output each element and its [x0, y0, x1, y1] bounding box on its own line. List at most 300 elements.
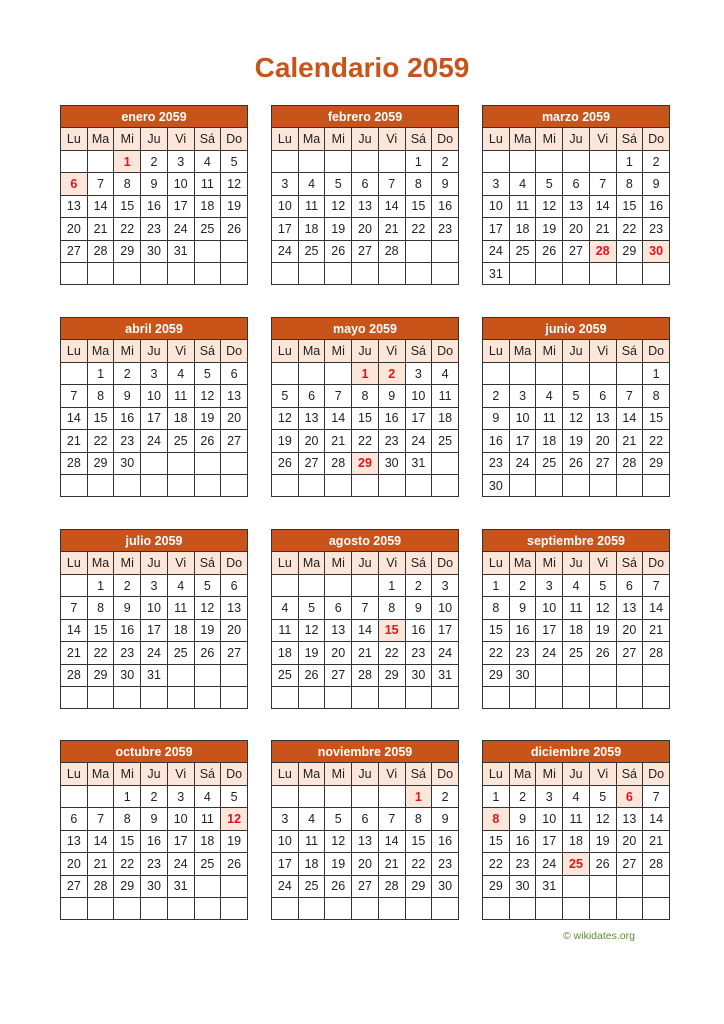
day-cell: 4	[432, 363, 459, 385]
day-cell: 15	[405, 830, 432, 852]
day-cell: 18	[194, 195, 221, 217]
day-cell: 23	[643, 218, 670, 240]
empty-day-cell	[325, 363, 352, 385]
day-cell: 20	[352, 218, 379, 240]
empty-day-cell	[352, 151, 379, 173]
weekday-header: Do	[432, 128, 459, 151]
empty-day-cell	[167, 686, 194, 708]
month-calendar	[482, 529, 670, 709]
empty-day-cell	[325, 262, 352, 284]
empty-day-cell	[167, 664, 194, 686]
day-cell: 24	[167, 853, 194, 875]
day-cell: 10	[432, 597, 459, 619]
empty-day-cell	[643, 875, 670, 897]
day-cell: 27	[352, 875, 379, 897]
day-cell: 19	[536, 218, 563, 240]
empty-day-cell	[87, 151, 114, 173]
empty-day-cell	[536, 686, 563, 708]
day-cell: 2	[405, 575, 432, 597]
day-cell: 17	[536, 619, 563, 641]
weekday-header: Lu	[483, 128, 510, 151]
day-cell: 17	[272, 218, 299, 240]
empty-day-cell	[616, 474, 643, 496]
empty-day-cell	[378, 897, 405, 919]
day-cell: 26	[298, 664, 325, 686]
day-cell: 11	[298, 830, 325, 852]
weekday-header: Ma	[87, 340, 114, 363]
weekday-header: Lu	[61, 128, 88, 151]
month-calendar	[271, 740, 459, 920]
day-cell: 8	[87, 597, 114, 619]
day-cell: 5	[563, 385, 590, 407]
empty-day-cell	[61, 262, 88, 284]
weekday-header: Vi	[167, 763, 194, 786]
day-cell: 17	[432, 619, 459, 641]
empty-day-cell	[325, 897, 352, 919]
weekday-header: Ju	[563, 763, 590, 786]
day-cell: 7	[616, 385, 643, 407]
day-cell: 23	[141, 853, 168, 875]
day-cell: 8	[114, 173, 141, 195]
empty-day-cell	[643, 686, 670, 708]
day-cell: 14	[325, 407, 352, 429]
day-cell: 27	[221, 430, 248, 452]
day-cell: 8	[114, 808, 141, 830]
day-cell: 6	[298, 385, 325, 407]
empty-day-cell	[221, 262, 248, 284]
day-cell: 21	[61, 642, 88, 664]
day-cell: 30	[114, 452, 141, 474]
day-cell: 13	[589, 407, 616, 429]
day-cell: 7	[643, 575, 670, 597]
day-cell: 17	[483, 218, 510, 240]
weekday-header: Do	[221, 128, 248, 151]
empty-day-cell	[325, 474, 352, 496]
weekday-header: Sá	[405, 340, 432, 363]
empty-day-cell	[272, 262, 299, 284]
weekday-header: Mi	[536, 552, 563, 575]
weekday-header: Vi	[589, 128, 616, 151]
day-cell: 7	[352, 597, 379, 619]
day-cell: 8	[483, 597, 510, 619]
empty-day-cell	[272, 575, 299, 597]
empty-day-cell	[432, 897, 459, 919]
holiday-day-cell: 15	[378, 619, 405, 641]
day-cell: 6	[352, 808, 379, 830]
day-cell: 31	[483, 262, 510, 284]
empty-day-cell	[194, 686, 221, 708]
month-name: noviembre 2059	[272, 741, 459, 763]
empty-day-cell	[298, 474, 325, 496]
day-cell: 4	[298, 808, 325, 830]
day-cell: 30	[141, 240, 168, 262]
day-cell: 26	[221, 218, 248, 240]
empty-day-cell	[589, 897, 616, 919]
weekday-header: Do	[221, 552, 248, 575]
weekday-header: Mi	[325, 552, 352, 575]
day-cell: 16	[405, 619, 432, 641]
empty-day-cell	[272, 474, 299, 496]
day-cell: 23	[509, 853, 536, 875]
day-cell: 3	[141, 363, 168, 385]
holiday-day-cell: 25	[563, 853, 590, 875]
empty-day-cell	[114, 686, 141, 708]
empty-day-cell	[87, 786, 114, 808]
day-cell: 13	[61, 830, 88, 852]
empty-day-cell	[272, 897, 299, 919]
day-cell: 6	[616, 575, 643, 597]
weekday-header: Ju	[563, 128, 590, 151]
empty-day-cell	[61, 151, 88, 173]
empty-day-cell	[643, 474, 670, 496]
day-cell: 19	[272, 430, 299, 452]
empty-day-cell	[194, 664, 221, 686]
day-cell: 12	[194, 597, 221, 619]
empty-day-cell	[298, 575, 325, 597]
day-cell: 8	[643, 385, 670, 407]
empty-day-cell	[432, 240, 459, 262]
weekday-header: Sá	[616, 763, 643, 786]
empty-day-cell	[589, 875, 616, 897]
day-cell: 13	[325, 619, 352, 641]
day-cell: 30	[432, 875, 459, 897]
weekday-header: Vi	[589, 340, 616, 363]
day-cell: 23	[432, 218, 459, 240]
day-cell: 9	[405, 597, 432, 619]
day-cell: 30	[405, 664, 432, 686]
weekday-header: Mi	[114, 763, 141, 786]
month-calendar	[271, 529, 459, 709]
day-cell: 6	[221, 363, 248, 385]
day-cell: 26	[221, 853, 248, 875]
day-cell: 19	[325, 853, 352, 875]
day-cell: 21	[378, 853, 405, 875]
day-cell: 12	[325, 830, 352, 852]
day-cell: 13	[563, 195, 590, 217]
day-cell: 27	[616, 642, 643, 664]
empty-day-cell	[272, 151, 299, 173]
day-cell: 21	[352, 642, 379, 664]
weekday-header: Mi	[325, 128, 352, 151]
day-cell: 9	[509, 808, 536, 830]
day-cell: 24	[141, 430, 168, 452]
day-cell: 20	[589, 430, 616, 452]
weekday-header: Ju	[352, 128, 379, 151]
day-cell: 1	[87, 575, 114, 597]
day-cell: 16	[432, 830, 459, 852]
day-cell: 24	[432, 642, 459, 664]
empty-day-cell	[87, 262, 114, 284]
empty-day-cell	[563, 686, 590, 708]
day-cell: 28	[61, 664, 88, 686]
empty-day-cell	[221, 875, 248, 897]
day-cell: 9	[114, 385, 141, 407]
empty-day-cell	[378, 786, 405, 808]
day-cell: 14	[643, 597, 670, 619]
weekday-header: Ma	[509, 763, 536, 786]
empty-day-cell	[298, 262, 325, 284]
day-cell: 19	[298, 642, 325, 664]
weekday-header: Vi	[167, 128, 194, 151]
day-cell: 28	[616, 452, 643, 474]
day-cell: 7	[378, 808, 405, 830]
day-cell: 16	[432, 195, 459, 217]
empty-day-cell	[432, 262, 459, 284]
day-cell: 29	[378, 664, 405, 686]
day-cell: 11	[432, 385, 459, 407]
day-cell: 4	[194, 786, 221, 808]
day-cell: 4	[563, 575, 590, 597]
holiday-day-cell: 1	[352, 363, 379, 385]
day-cell: 27	[298, 452, 325, 474]
weekday-header: Vi	[378, 128, 405, 151]
day-cell: 3	[272, 808, 299, 830]
day-cell: 17	[509, 430, 536, 452]
day-cell: 30	[483, 474, 510, 496]
weekday-header: Sá	[405, 552, 432, 575]
weekday-header: Do	[221, 763, 248, 786]
empty-day-cell	[563, 664, 590, 686]
day-cell: 24	[272, 875, 299, 897]
empty-day-cell	[378, 686, 405, 708]
day-cell: 21	[589, 218, 616, 240]
empty-day-cell	[221, 897, 248, 919]
month-calendar	[60, 105, 248, 285]
day-cell: 16	[643, 195, 670, 217]
day-cell: 9	[509, 597, 536, 619]
weekday-header: Ju	[352, 552, 379, 575]
empty-day-cell	[589, 686, 616, 708]
day-cell: 20	[298, 430, 325, 452]
day-cell: 11	[194, 173, 221, 195]
empty-day-cell	[87, 686, 114, 708]
empty-day-cell	[378, 151, 405, 173]
empty-day-cell	[616, 664, 643, 686]
weekday-header: Ma	[87, 763, 114, 786]
empty-day-cell	[298, 151, 325, 173]
day-cell: 10	[405, 385, 432, 407]
weekday-header: Ju	[352, 340, 379, 363]
day-cell: 18	[167, 619, 194, 641]
weekday-header: Lu	[272, 552, 299, 575]
holiday-day-cell: 30	[643, 240, 670, 262]
weekday-header: Do	[643, 552, 670, 575]
month-calendar	[60, 529, 248, 709]
day-cell: 25	[298, 240, 325, 262]
day-cell: 11	[298, 195, 325, 217]
weekday-header: Ma	[87, 128, 114, 151]
day-cell: 19	[194, 619, 221, 641]
day-cell: 28	[643, 853, 670, 875]
weekday-header: Lu	[61, 763, 88, 786]
weekday-header: Vi	[589, 552, 616, 575]
empty-day-cell	[114, 262, 141, 284]
day-cell: 15	[483, 619, 510, 641]
day-cell: 13	[221, 597, 248, 619]
day-cell: 13	[352, 830, 379, 852]
month-name: diciembre 2059	[483, 741, 670, 763]
day-cell: 26	[272, 452, 299, 474]
holiday-day-cell: 12	[221, 808, 248, 830]
month-calendar	[482, 317, 670, 497]
day-cell: 24	[483, 240, 510, 262]
day-cell: 27	[589, 452, 616, 474]
day-cell: 20	[563, 218, 590, 240]
day-cell: 28	[61, 452, 88, 474]
day-cell: 23	[378, 430, 405, 452]
empty-day-cell	[61, 686, 88, 708]
day-cell: 6	[352, 173, 379, 195]
day-cell: 27	[61, 875, 88, 897]
day-cell: 11	[563, 597, 590, 619]
day-cell: 31	[167, 240, 194, 262]
day-cell: 18	[167, 407, 194, 429]
day-cell: 25	[563, 642, 590, 664]
day-cell: 16	[141, 195, 168, 217]
day-cell: 31	[405, 452, 432, 474]
day-cell: 3	[509, 385, 536, 407]
day-cell: 29	[87, 452, 114, 474]
empty-day-cell	[167, 452, 194, 474]
day-cell: 22	[352, 430, 379, 452]
day-cell: 8	[87, 385, 114, 407]
day-cell: 29	[405, 875, 432, 897]
weekday-header: Ma	[509, 552, 536, 575]
day-cell: 7	[325, 385, 352, 407]
weekday-header: Ju	[563, 552, 590, 575]
day-cell: 11	[194, 808, 221, 830]
day-cell: 14	[352, 619, 379, 641]
holiday-day-cell: 1	[114, 151, 141, 173]
day-cell: 28	[378, 875, 405, 897]
day-cell: 18	[298, 853, 325, 875]
empty-day-cell	[616, 686, 643, 708]
weekday-header: Ma	[509, 340, 536, 363]
empty-day-cell	[298, 786, 325, 808]
weekday-header: Lu	[61, 340, 88, 363]
day-cell: 18	[509, 218, 536, 240]
empty-day-cell	[61, 575, 88, 597]
day-cell: 1	[483, 575, 510, 597]
empty-day-cell	[616, 875, 643, 897]
day-cell: 26	[194, 642, 221, 664]
day-cell: 7	[87, 173, 114, 195]
month-name: octubre 2059	[61, 741, 248, 763]
empty-day-cell	[325, 786, 352, 808]
day-cell: 18	[298, 218, 325, 240]
day-cell: 28	[325, 452, 352, 474]
day-cell: 4	[536, 385, 563, 407]
weekday-header: Ju	[352, 763, 379, 786]
day-cell: 3	[536, 575, 563, 597]
empty-day-cell	[589, 262, 616, 284]
weekday-header: Ju	[141, 128, 168, 151]
day-cell: 22	[87, 642, 114, 664]
day-cell: 9	[432, 808, 459, 830]
day-cell: 10	[509, 407, 536, 429]
day-cell: 15	[616, 195, 643, 217]
day-cell: 20	[352, 853, 379, 875]
day-cell: 21	[325, 430, 352, 452]
day-cell: 13	[616, 808, 643, 830]
day-cell: 21	[87, 853, 114, 875]
day-cell: 11	[509, 195, 536, 217]
weekday-header: Sá	[194, 128, 221, 151]
weekday-header: Lu	[61, 552, 88, 575]
day-cell: 26	[325, 240, 352, 262]
weekday-header: Lu	[272, 763, 299, 786]
day-cell: 25	[432, 430, 459, 452]
day-cell: 16	[114, 407, 141, 429]
day-cell: 31	[536, 875, 563, 897]
empty-day-cell	[221, 240, 248, 262]
day-cell: 11	[536, 407, 563, 429]
empty-day-cell	[432, 452, 459, 474]
empty-day-cell	[194, 897, 221, 919]
empty-day-cell	[563, 897, 590, 919]
day-cell: 4	[298, 173, 325, 195]
empty-day-cell	[405, 686, 432, 708]
day-cell: 18	[563, 830, 590, 852]
empty-day-cell	[352, 262, 379, 284]
empty-day-cell	[536, 363, 563, 385]
day-cell: 7	[643, 786, 670, 808]
empty-day-cell	[405, 262, 432, 284]
weekday-header: Do	[221, 340, 248, 363]
empty-day-cell	[272, 686, 299, 708]
day-cell: 9	[141, 173, 168, 195]
empty-day-cell	[61, 897, 88, 919]
weekday-header: Ma	[509, 128, 536, 151]
empty-day-cell	[509, 363, 536, 385]
day-cell: 7	[61, 385, 88, 407]
day-cell: 14	[378, 195, 405, 217]
empty-day-cell	[87, 897, 114, 919]
day-cell: 2	[643, 151, 670, 173]
empty-day-cell	[405, 240, 432, 262]
day-cell: 15	[87, 619, 114, 641]
day-cell: 6	[325, 597, 352, 619]
weekday-header: Lu	[483, 763, 510, 786]
day-cell: 15	[352, 407, 379, 429]
day-cell: 3	[272, 173, 299, 195]
empty-day-cell	[352, 897, 379, 919]
empty-day-cell	[325, 686, 352, 708]
day-cell: 11	[167, 385, 194, 407]
day-cell: 5	[325, 173, 352, 195]
weekday-header: Mi	[114, 340, 141, 363]
empty-day-cell	[141, 686, 168, 708]
month-calendar	[60, 740, 248, 920]
day-cell: 18	[194, 830, 221, 852]
empty-day-cell	[167, 474, 194, 496]
day-cell: 4	[194, 151, 221, 173]
page-title: Calendario 2059	[254, 52, 470, 83]
day-cell: 2	[114, 575, 141, 597]
empty-day-cell	[563, 363, 590, 385]
empty-day-cell	[141, 452, 168, 474]
holiday-day-cell: 29	[352, 452, 379, 474]
day-cell: 27	[221, 642, 248, 664]
holiday-day-cell: 1	[405, 786, 432, 808]
day-cell: 1	[87, 363, 114, 385]
empty-day-cell	[298, 897, 325, 919]
weekday-header: Do	[643, 763, 670, 786]
day-cell: 15	[114, 195, 141, 217]
day-cell: 25	[536, 452, 563, 474]
day-cell: 22	[483, 853, 510, 875]
day-cell: 23	[114, 642, 141, 664]
